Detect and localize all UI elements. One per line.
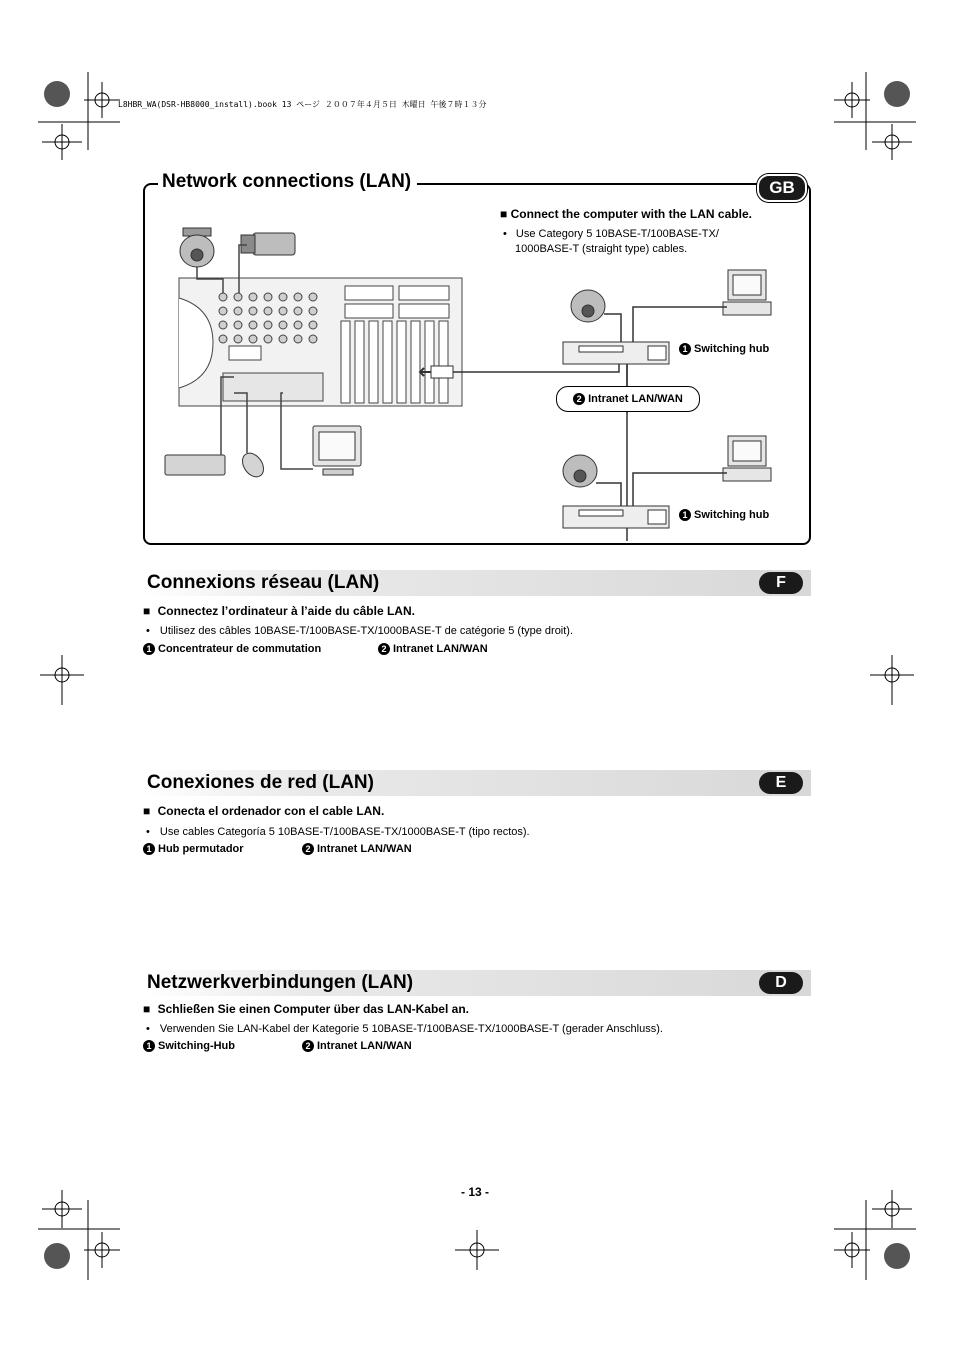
es-instruction — [143, 804, 384, 818]
number-2-icon: 2 — [378, 643, 390, 655]
de-note-2-text: Intranet LAN/WAN — [317, 1040, 412, 1052]
square-bullet-icon: ■ — [143, 1002, 151, 1016]
number-1-icon: 1 — [143, 643, 155, 655]
es-note-1-text: Hub permutador — [158, 843, 244, 855]
dome-camera-network-1-icon — [571, 290, 605, 322]
de-instruction — [143, 1002, 469, 1016]
fr-note-2 — [378, 643, 488, 655]
es-note-1 — [143, 843, 244, 855]
dome-camera-icon — [180, 228, 214, 267]
number-2-icon: 2 — [573, 393, 585, 405]
de-bullet-text: Verwenden Sie LAN-Kabel der Kategorie 5 10BASE-T/100BASE-TX/1000BASE-T (gerader Anschluss). — [159, 1023, 663, 1035]
de-bullet — [146, 1023, 663, 1035]
gb-bullet-line-1: Use Category 5 10BASE-T/100BASE-TX/ — [515, 228, 719, 240]
fr-language-badge: F — [759, 572, 803, 594]
number-2-icon: 2 — [302, 843, 314, 855]
fr-instruction — [143, 604, 415, 618]
switching-hub-label-2 — [679, 509, 769, 521]
number-1-icon: 1 — [679, 343, 691, 355]
intranet-label-text: Intranet LAN/WAN — [588, 393, 683, 405]
number-1-icon: 1 — [143, 843, 155, 855]
fr-bullet — [146, 625, 573, 637]
fr-section-header — [143, 570, 811, 596]
es-instruction-text: Conecta el ordenador con el cable LAN. — [157, 804, 385, 818]
bullet-icon: • — [146, 1023, 150, 1035]
computer-1-icon — [723, 270, 771, 315]
page-number: - 13 - — [461, 1185, 490, 1199]
fr-instruction-text: Connectez l’ordinateur à l’aide du câble LAN. — [157, 604, 415, 618]
gb-language-badge: GB — [757, 174, 807, 202]
number-1-icon: 1 — [679, 509, 691, 521]
square-bullet-icon: ■ — [143, 604, 151, 618]
es-bullet-text: Use cables Categoría 5 10BASE-T/100BASE-TX/1000BASE-T (tipo rectos). — [159, 826, 530, 838]
bullet-icon: • — [503, 228, 507, 240]
switching-hub-label-2-text: Switching hub — [694, 509, 770, 521]
gb-instruction-text: Connect the computer with the LAN cable. — [510, 207, 752, 221]
es-section-title: Conexiones de red (LAN) — [147, 772, 374, 793]
fr-note-2-text: Intranet LAN/WAN — [393, 643, 488, 655]
es-section-header — [143, 770, 811, 796]
de-section-title: Netzwerkverbindungen (LAN) — [147, 972, 414, 993]
de-note-2 — [302, 1040, 412, 1052]
de-language-badge: D — [759, 972, 803, 994]
fr-section-title: Connexions réseau (LAN) — [147, 572, 380, 593]
de-note-1-text: Switching-Hub — [158, 1040, 235, 1052]
switching-hub-2-icon — [563, 506, 669, 528]
de-note-1 — [143, 1040, 235, 1052]
box-camera-icon — [241, 233, 295, 255]
intranet-label-pill — [556, 386, 700, 412]
bullet-icon: • — [146, 625, 150, 637]
number-1-icon: 1 — [143, 1040, 155, 1052]
bullet-icon: • — [146, 826, 150, 838]
keyboard-icon — [165, 455, 225, 475]
lan-connection-diagram — [143, 183, 811, 545]
gb-section-title: Network connections (LAN) — [158, 171, 417, 193]
es-note-2-text: Intranet LAN/WAN — [317, 843, 412, 855]
computer-2-icon — [723, 436, 771, 481]
fr-note-1-text: Concentrateur de commutation — [158, 643, 322, 655]
number-2-icon: 2 — [302, 1040, 314, 1052]
de-instruction-text: Schließen Sie einen Computer über das LAN-Kabel an. — [157, 1002, 469, 1016]
square-bullet-icon: ■ — [500, 207, 508, 221]
es-note-2 — [302, 843, 412, 855]
switching-hub-label-1 — [679, 343, 769, 355]
file-header-text: L8HBR_WA(DSR-HB8000_install).book 13 ページ ２００７年４月５日 木曜日 午後７時１３分 — [118, 100, 487, 109]
fr-bullet-text: Utilisez des câbles 10BASE-T/100BASE-TX/1000BASE-T de catégorie 5 (type droit). — [159, 625, 574, 637]
fr-note-1 — [143, 643, 321, 655]
switching-hub-label-1-text: Switching hub — [694, 343, 770, 355]
es-language-badge: E — [759, 772, 803, 794]
switching-hub-1-icon — [563, 342, 669, 364]
es-bullet — [146, 826, 530, 838]
dome-camera-network-2-icon — [563, 455, 597, 487]
mouse-icon — [238, 449, 268, 481]
de-section-header — [143, 970, 811, 996]
monitor-icon — [313, 426, 361, 475]
gb-bullet-line-2: 1000BASE-T (straight type) cables. — [515, 243, 688, 255]
square-bullet-icon: ■ — [143, 804, 151, 818]
